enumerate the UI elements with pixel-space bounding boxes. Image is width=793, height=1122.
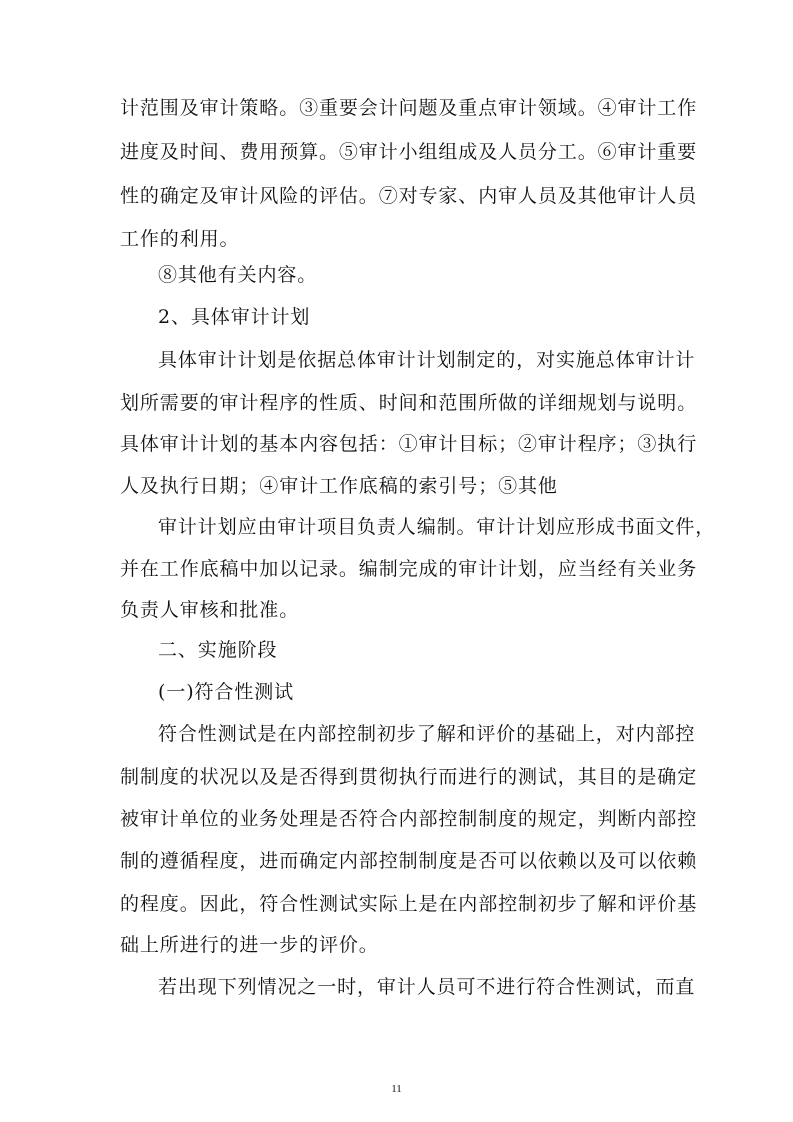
subsection-heading: (一)符合性测试: [158, 681, 295, 703]
text-line: 础上所进行的进一步的评价。: [120, 934, 379, 956]
text-line: ⑧其他有关内容。: [158, 264, 318, 286]
text-line: 审计计划应由审计项目负责人编制。审计计划应形成书面文件，: [158, 516, 716, 538]
text-line: 人及执行日期；④审计工作底稿的索引号；⑤其他: [120, 475, 558, 497]
text-line: 工作的利用。: [120, 228, 240, 250]
text-line: 符合性测试是在内部控制初步了解和评价的基础上，对内部控: [158, 723, 696, 745]
text-line: 的程度。因此，符合性测试实际上是在内部控制初步了解和评价基: [120, 893, 698, 915]
text-line: 计范围及审计策略。③重要会计问题及重点审计领域。④审计工作: [120, 97, 698, 119]
text-line: 若出现下列情况之一时，审计人员可不进行符合性测试，而直: [158, 976, 696, 998]
text-line: 被审计单位的业务处理是否符合内部控制制度的规定，判断内部控: [120, 808, 698, 830]
page-number: 11: [391, 1083, 402, 1095]
text-line: 进度及时间、费用预算。⑤审计小组组成及人员分工。⑥审计重要: [120, 141, 698, 163]
text-line: 具体审计计划是依据总体审计计划制定的，对实施总体审计计: [158, 349, 696, 371]
text-line: 制的遵循程度，进而确定内部控制制度是否可以依赖以及可以依赖: [120, 850, 698, 872]
text-line: 并在工作底稿中加以记录。编制完成的审计计划，应当经有关业务: [120, 558, 698, 580]
section-heading: 2、具体审计计划: [158, 306, 311, 328]
text-line: 负责人审核和批准。: [120, 599, 300, 621]
text-line: 划所需要的审计程序的性质、时间和范围所做的详细规划与说明。: [120, 392, 698, 414]
section-heading: 二、实施阶段: [158, 639, 278, 661]
text-line: 具体审计计划的基本内容包括：①审计目标；②审计程序；③执行: [120, 433, 698, 455]
text-line: 制制度的状况以及是否得到贯彻执行而进行的测试，其目的是确定: [120, 766, 698, 788]
text-line: 性的确定及审计风险的评估。⑦对专家、内审人员及其他审计人员: [120, 185, 698, 207]
